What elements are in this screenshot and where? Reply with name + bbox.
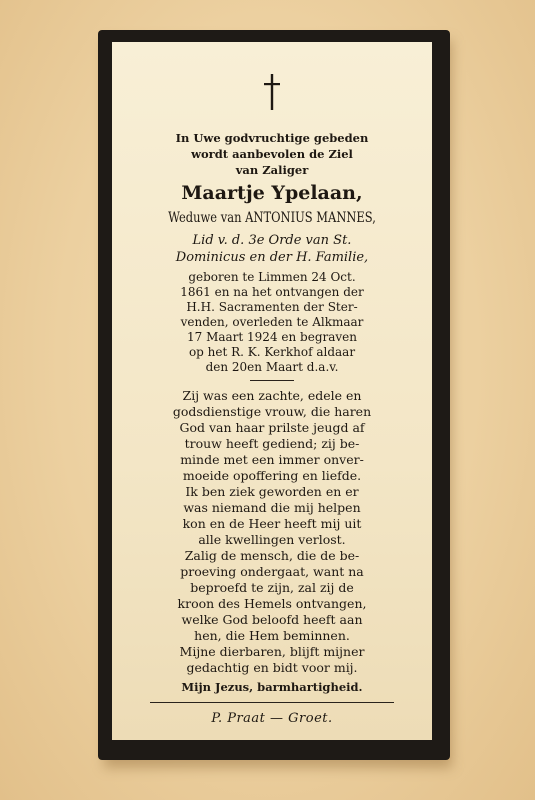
mourning-card (98, 30, 450, 760)
text-line-13: beproefd te zijn, zal zij de (190, 580, 354, 595)
bio-line-1: geboren te Limmen 24 Oct. (188, 270, 356, 284)
text-line-9: kon en de Heer heeft mij uit (182, 516, 362, 531)
bio-line-4: venden, overleden te Alkmaar (180, 315, 364, 329)
text-line-2: godsdienstige vrouw, die haren (172, 404, 372, 419)
printer-credit: P. Praat — Groet. (211, 711, 333, 726)
widow-line: Weduwe van ANTONIUS MANNES, (168, 210, 376, 226)
text-line-17: Mijne dierbaren, blijft mijner (179, 644, 365, 659)
short-divider (250, 380, 294, 381)
intro-line-2: wordt aanbevolen de Ziel (191, 147, 353, 161)
bio-line-7: den 20en Maart d.a.v. (205, 360, 339, 374)
deceased-name: Maartje Ypelaan, (181, 182, 363, 204)
closing-prayer: Mijn Jezus, barmhartigheid. (181, 680, 363, 694)
bio-line-2: 1861 en na het ontvangen der (180, 285, 364, 299)
card-paper (112, 42, 432, 740)
text-line-11: Zalig de mensch, die de be- (184, 548, 360, 563)
text-line-7: Ik ben ziek geworden en er (185, 484, 359, 499)
intro-line-1: In Uwe godvruchtige gebeden (175, 131, 369, 145)
bio-line-6: op het R. K. Kerkhof aldaar (188, 345, 356, 359)
text-line-4: trouw heeft gediend; zij be- (184, 436, 360, 451)
text-line-12: proeving ondergaat, want na (180, 564, 364, 579)
intro-line-3: van Zaliger (235, 163, 309, 177)
bio-line-3: H.H. Sacramenten der Ster- (186, 300, 358, 314)
bio-line-5: 17 Maart 1924 en begraven (186, 330, 357, 344)
latin-cross-icon (112, 74, 432, 114)
text-line-1: Zij was een zachte, edele en (182, 388, 362, 403)
text-line-3: God van haar prilste jeugd af (179, 420, 365, 435)
order-line-1: Lid v. d. 3e Orde van St. (192, 233, 352, 248)
text-line-6: moeide opoffering en liefde. (182, 468, 362, 483)
text-line-15: welke God beloofd heeft aan (181, 612, 363, 627)
order-line-2: Dominicus en der H. Familie, (175, 250, 369, 265)
text-line-8: was niemand die mij helpen (183, 500, 361, 515)
bottom-divider (150, 702, 394, 703)
text-line-14: kroon des Hemels ontvangen, (177, 596, 367, 611)
text-line-10: alle kwellingen verlost. (198, 532, 346, 547)
text-line-5: minde met een immer onver- (180, 452, 364, 467)
text-line-16: hen, die Hem beminnen. (194, 628, 350, 643)
text-line-18: gedachtig en bidt voor mij. (186, 660, 358, 675)
